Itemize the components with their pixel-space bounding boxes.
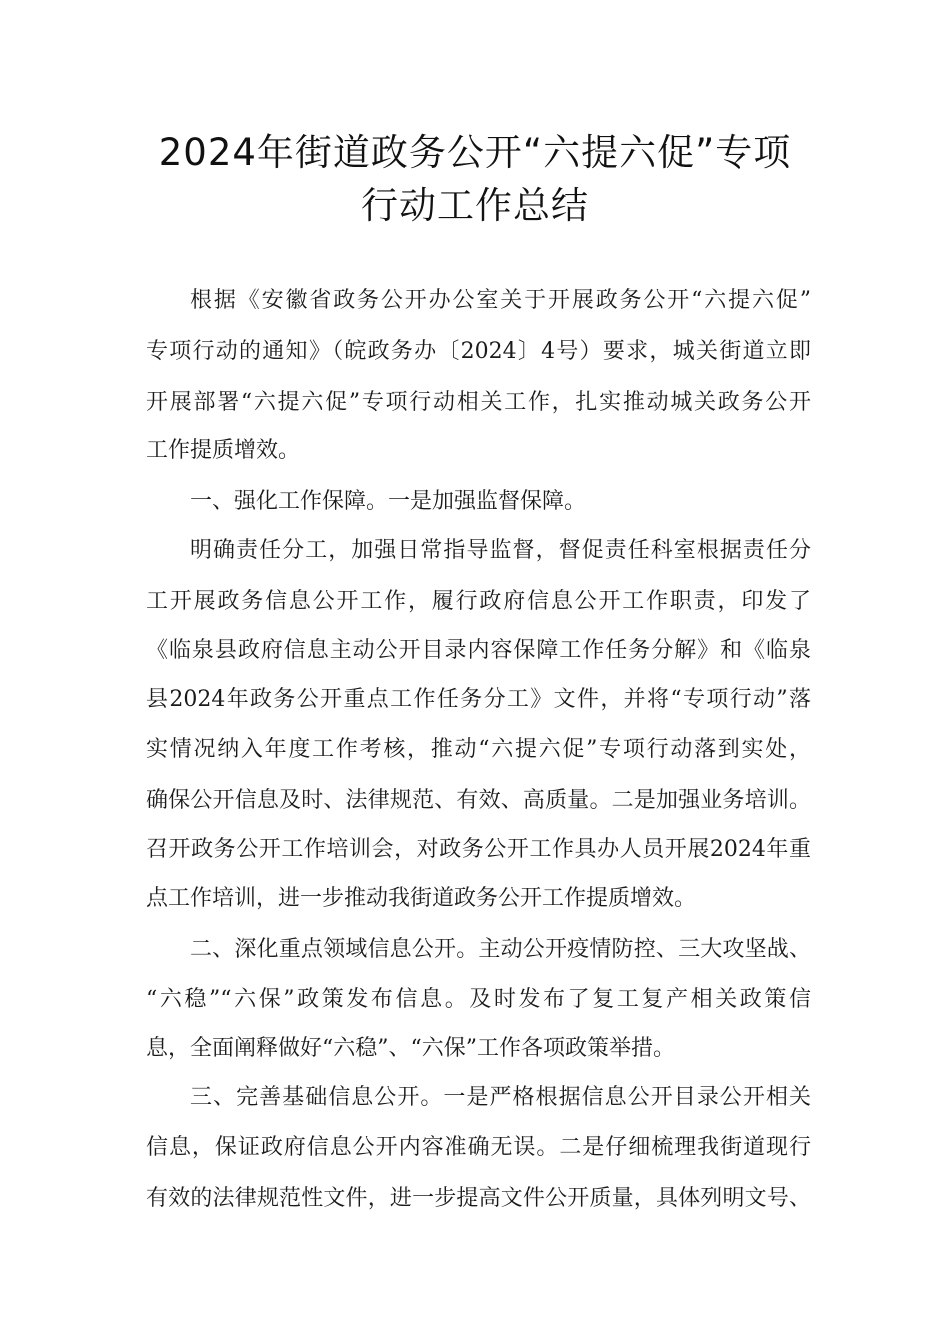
body-text-line: 工开展政务信息公开工作，履行政府信息公开工作职责，印发了 [146, 589, 811, 614]
body-text-line: 点工作培训，进一步推动我街道政务公开工作提质增效。 [146, 886, 697, 911]
body-text-line: 明确责任分工，加强日常指导监督，督促责任科室根据责任分 [190, 538, 811, 563]
section-heading-line: 一、强化工作保障。一是加强监督保障。 [190, 489, 587, 514]
body-text-line: 确保公开信息及时、法律规范、有效、高质量。二是加强业务培训。 [146, 788, 811, 813]
body-text-line: 工作提质增效。 [146, 438, 301, 463]
body-text-line: 开展部署“六提六促”专项行动相关工作，扎实推动城关政务公开 [146, 390, 811, 415]
body-text-line: 三、完善基础信息公开。一是严格根据信息公开目录公开相关 [190, 1085, 811, 1110]
body-text-line: 信息，保证政府信息公开内容准确无误。二是仔细梳理我街道现行 [146, 1135, 811, 1160]
body-text-line: 实情况纳入年度工作考核，推动“六提六促”专项行动落到实处， [146, 737, 811, 762]
body-text-line: 召开政务公开工作培训会，对政务公开工作具办人员开展2024年重 [146, 837, 811, 862]
body-text-line: 《临泉县政府信息主动公开目录内容保障工作任务分解》和《临泉 [146, 638, 811, 663]
body-text-line: 二、深化重点领域信息公开。主动公开疫情防控、三大攻坚战、 [190, 937, 811, 962]
document-title-line-2: 行动工作总结 [361, 184, 589, 227]
body-text-line: 县2024年政务公开重点工作任务分工》文件，并将“专项行动”落 [146, 687, 811, 712]
body-text-line: “六稳”“六保”政策发布信息。及时发布了复工复产相关政策信 [146, 987, 811, 1012]
document-title-line-1: 2024年街道政务公开“六提六促”专项 [158, 131, 792, 174]
body-text-line: 有效的法律规范性文件，进一步提高文件公开质量，具体列明文号、 [146, 1186, 811, 1211]
body-text-line: 息，全面阐释做好“六稳”、“六保”工作各项政策举措。 [146, 1036, 675, 1061]
body-text-line: 专项行动的通知》（皖政务办〔2024〕4号）要求，城关街道立即 [146, 339, 811, 364]
body-text-line: 根据《安徽省政务公开办公室关于开展政务公开“六提六促” [190, 288, 811, 313]
